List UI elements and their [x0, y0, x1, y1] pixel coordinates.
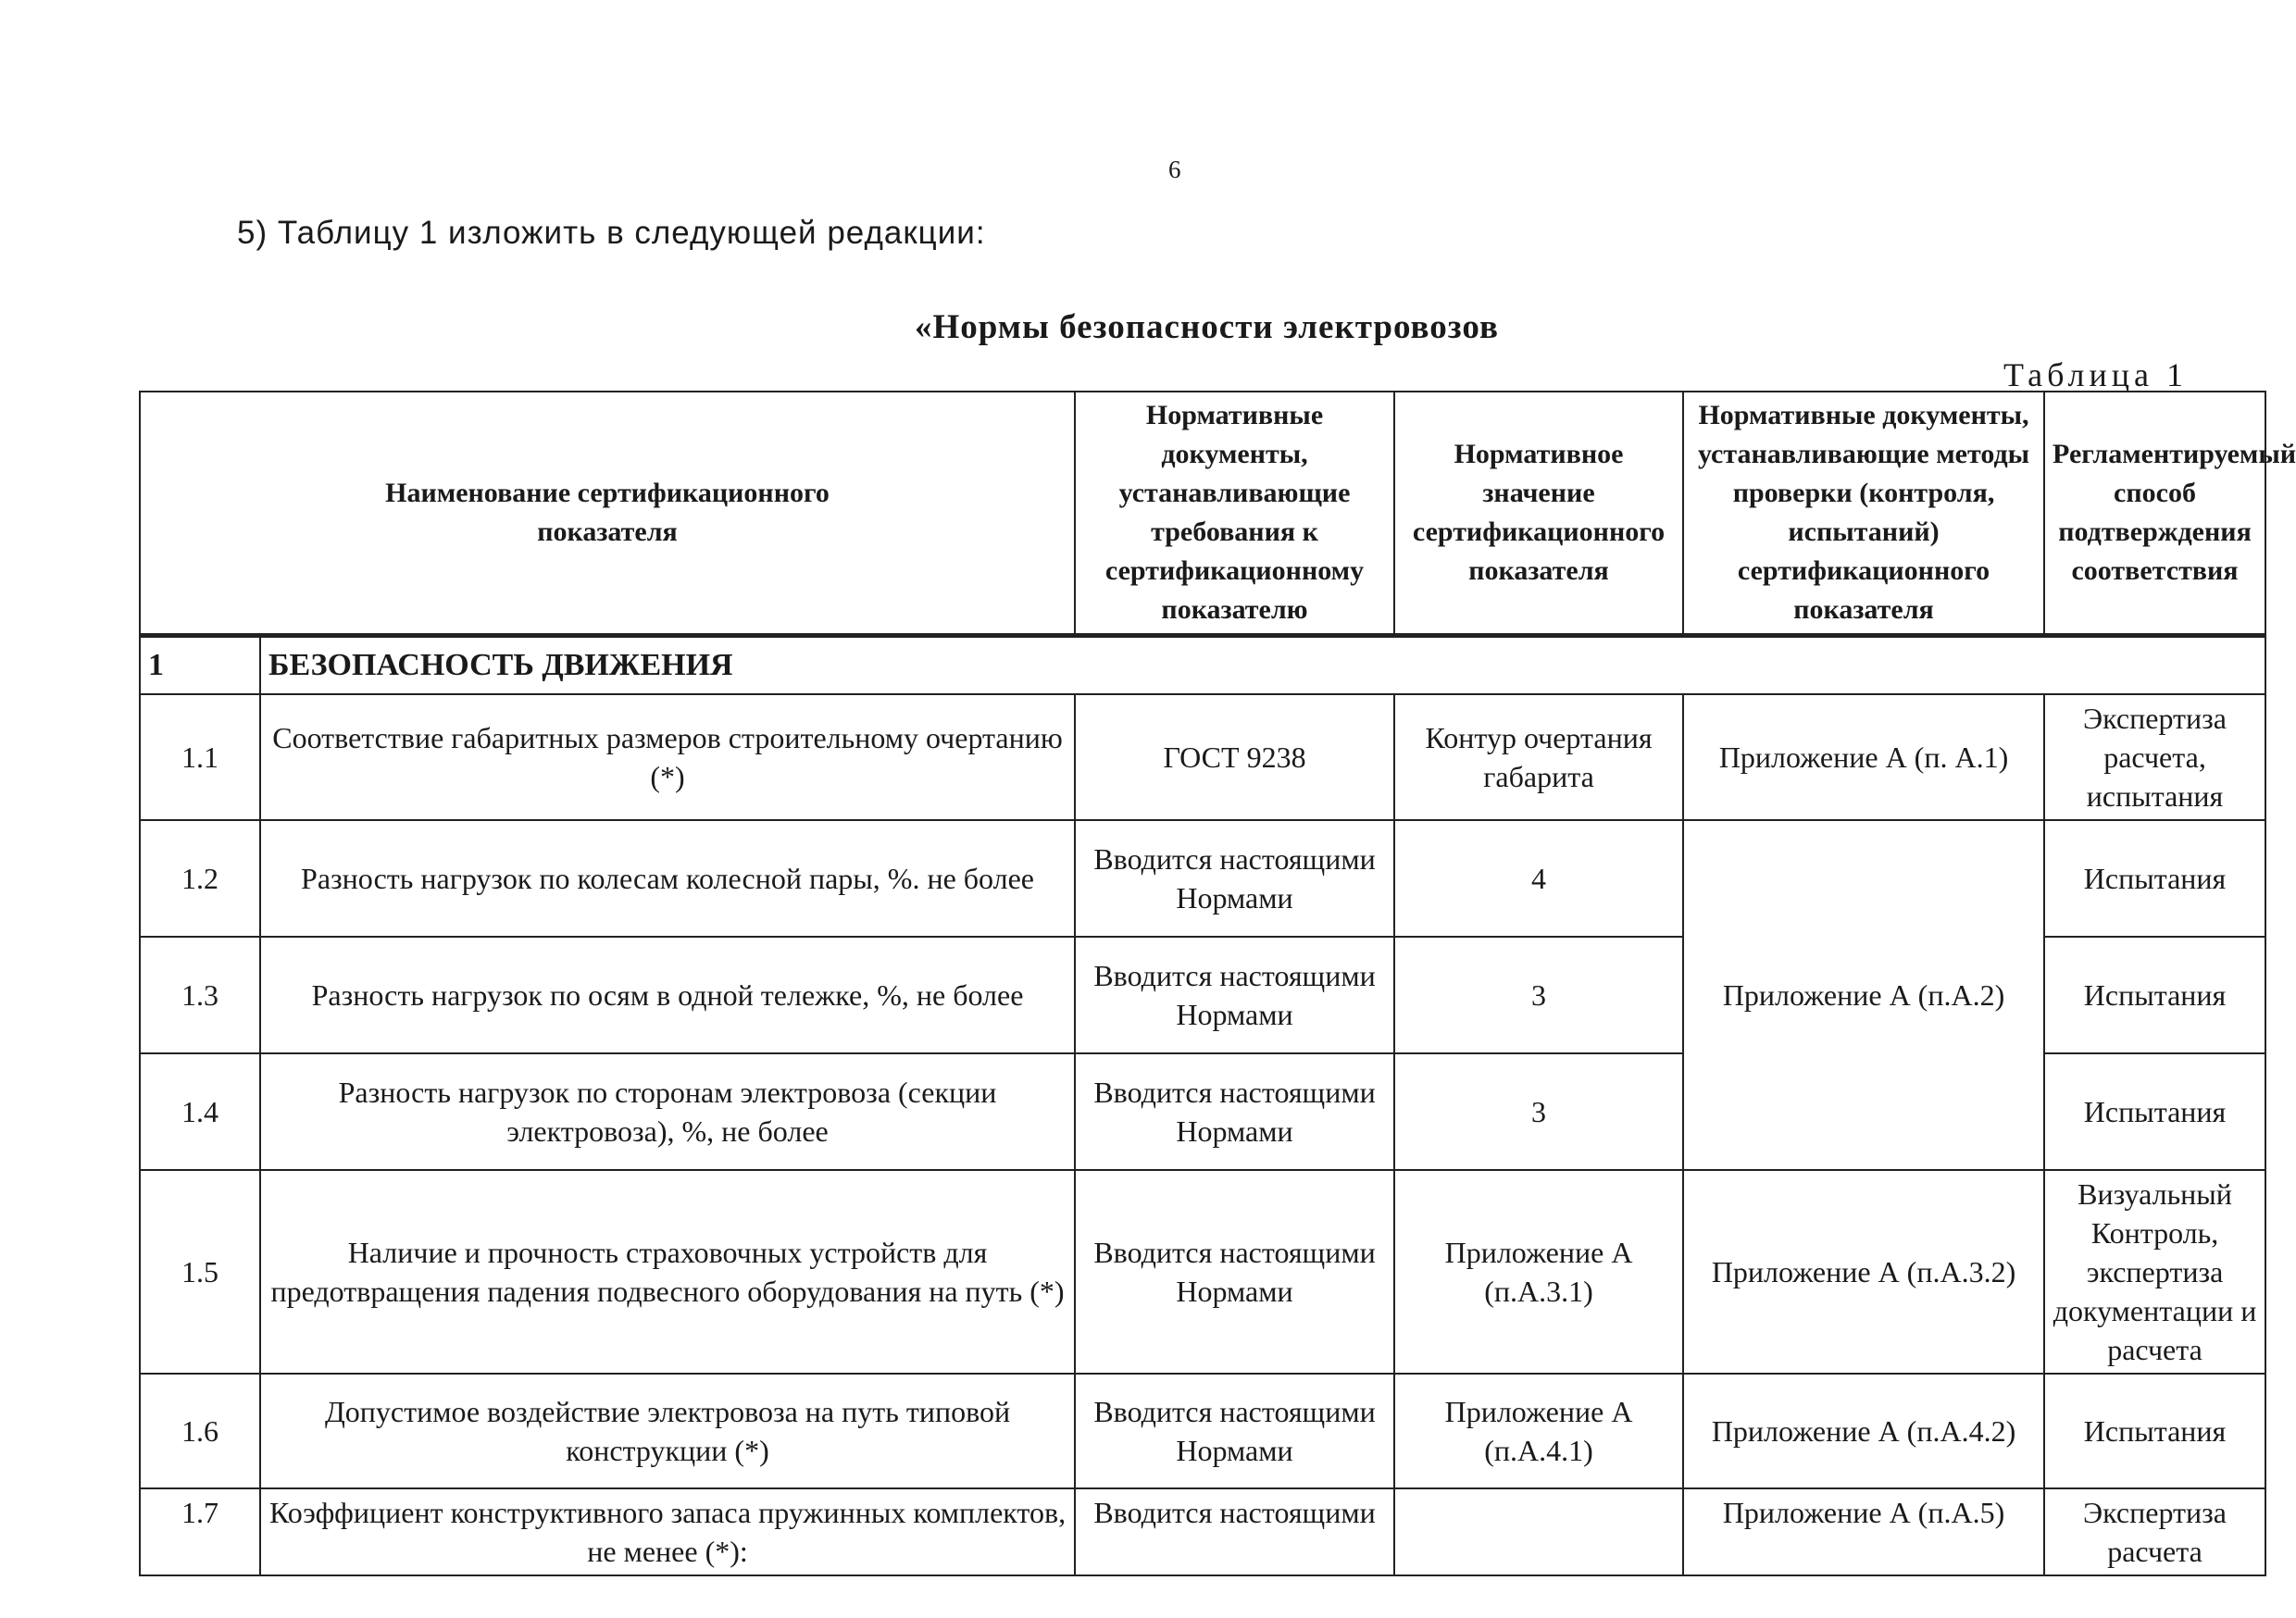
- section-row: [140, 636, 2265, 695]
- row-docs: Вводится настоящими Нормами: [1075, 1374, 1394, 1488]
- row-confirm: Экспертиза расчета: [2044, 1488, 2265, 1575]
- row-docs: Вводится настоящими Нормами: [1075, 937, 1394, 1053]
- table-header-row: [140, 392, 2265, 636]
- row-method: Приложение А (п.А.3.2): [1683, 1170, 2044, 1374]
- row-num: 1.4: [140, 1053, 260, 1170]
- row-name: Разность нагрузок по осям в одной тележке, %, не более: [260, 937, 1075, 1053]
- row-value: 3: [1394, 1053, 1683, 1170]
- row-method: Приложение А (п.А.5): [1683, 1488, 2044, 1575]
- header-confirmation-method: Регламентируемый способ подтверждения соответствия: [2044, 392, 2265, 636]
- header-normative-value: Нормативное значение сертификационного показателя: [1394, 392, 1683, 636]
- row-confirm: Испытания: [2044, 820, 2265, 937]
- norms-table: [139, 391, 2296, 1576]
- table-row: [140, 1488, 2265, 1575]
- row-name: Соответствие габаритных размеров строительному очертанию (*): [260, 694, 1075, 820]
- row-name: Наличие и прочность страховочных устройств для предотвращения падения подвесного оборудования на путь (*): [260, 1170, 1075, 1374]
- row-value: [1394, 1488, 1683, 1575]
- row-value: Приложение А (п.А.4.1): [1394, 1374, 1683, 1488]
- table-row: [140, 820, 2265, 937]
- table-row: [140, 694, 2265, 820]
- row-confirm: Испытания: [2044, 937, 2265, 1053]
- row-docs: Вводится настоящими: [1075, 1488, 1394, 1575]
- header-test-method-docs: Нормативные документы, устанавливающие методы проверки (контроля, испытаний) сертификационного показателя: [1683, 392, 2044, 636]
- table-label: Таблица 1: [2003, 356, 2188, 393]
- row-confirm: Испытания: [2044, 1374, 2265, 1488]
- row-name: Разность нагрузок по колесам колесной пары, %. не более: [260, 820, 1075, 937]
- table-title: «Нормы безопасности электровозов: [915, 308, 1499, 346]
- row-num: 1.3: [140, 937, 260, 1053]
- row-num: 1.5: [140, 1170, 260, 1374]
- row-num: 1.7: [140, 1488, 260, 1575]
- section-num: 1: [140, 636, 260, 695]
- row-num: 1.2: [140, 820, 260, 937]
- row-confirm: Испытания: [2044, 1053, 2265, 1170]
- row-value: Приложение А (п.А.3.1): [1394, 1170, 1683, 1374]
- intro-text: 5) Таблицу 1 изложить в следующей редакции:: [237, 215, 986, 251]
- table-row: [140, 1374, 2265, 1488]
- row-docs: ГОСТ 9238: [1075, 694, 1394, 820]
- section-title: БЕЗОПАСНОСТЬ ДВИЖЕНИЯ: [260, 636, 2265, 695]
- row-method-merged: Приложение А (п.А.2): [1683, 820, 2044, 1170]
- row-docs: Вводится настоящими Нормами: [1075, 1170, 1394, 1374]
- row-num: 1.1: [140, 694, 260, 820]
- page-number: 6: [1168, 156, 1181, 183]
- row-method: Приложение А (п.А.4.2): [1683, 1374, 2044, 1488]
- row-name: Разность нагрузок по сторонам электровоза (секции электровоза), %, не более: [260, 1053, 1075, 1170]
- row-name: Допустимое воздействие электровоза на путь типовой конструкции (*): [260, 1374, 1075, 1488]
- row-value: Контур очертания габарита: [1394, 694, 1683, 820]
- row-name: Коэффициент конструктивного запаса пружинных комплектов, не менее (*):: [260, 1488, 1075, 1575]
- row-confirm: Визуальный Контроль, экспертиза документации и расчета: [2044, 1170, 2265, 1374]
- row-docs: Вводится настоящими Нормами: [1075, 820, 1394, 937]
- row-value: 3: [1394, 937, 1683, 1053]
- row-docs: Вводится настоящими Нормами: [1075, 1053, 1394, 1170]
- header-normative-docs: Нормативные документы, устанавливающие требования к сертификационному показателю: [1075, 392, 1394, 636]
- row-value: 4: [1394, 820, 1683, 937]
- header-name: Наименование сертификационного показателя: [140, 392, 1075, 636]
- row-confirm: Экспертиза расчета, испытания: [2044, 694, 2265, 820]
- row-method: Приложение А (п. А.1): [1683, 694, 2044, 820]
- row-num: 1.6: [140, 1374, 260, 1488]
- table-row: [140, 1170, 2265, 1374]
